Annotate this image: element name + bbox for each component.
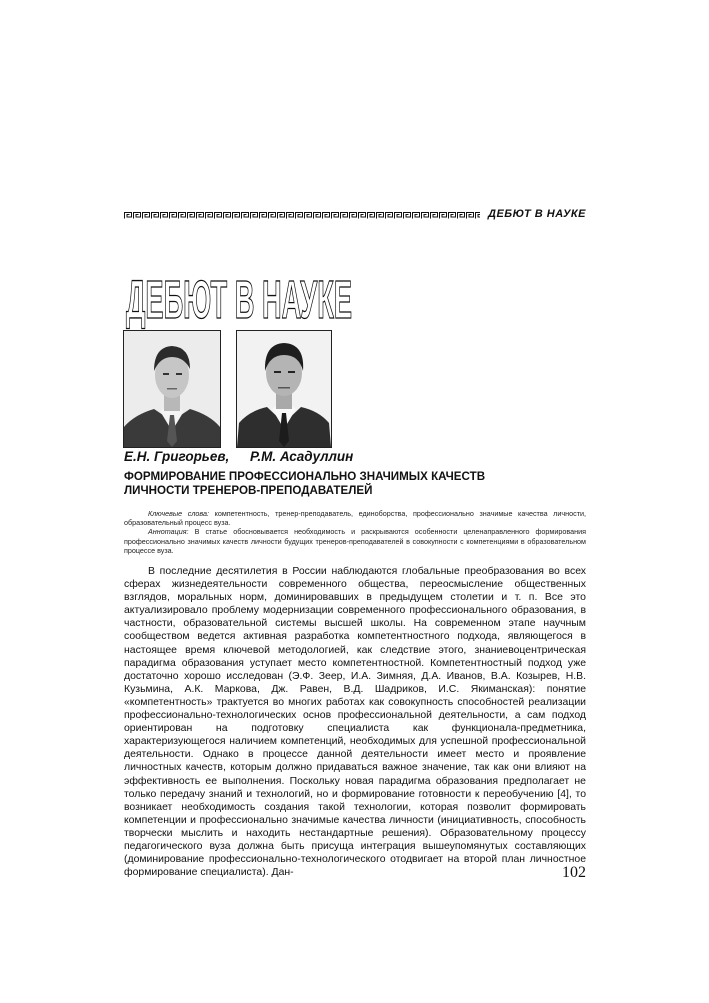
annotation-label: Аннотация: bbox=[148, 527, 189, 537]
article-title-line-2: ЛИЧНОСТИ ТРЕНЕРОВ-ПРЕПОДАВАТЕЛЕЙ bbox=[124, 484, 373, 497]
keywords-label: Ключевые слова: bbox=[148, 509, 209, 518]
author-name-1: Е.Н. Григорьев, bbox=[124, 449, 230, 464]
author-photo-grigoriev bbox=[123, 330, 221, 448]
abstract-block bbox=[124, 509, 586, 555]
page-number: 102 bbox=[562, 864, 586, 881]
annotation-text: В статье обосновывается необходимость и раскрываются особенности целенаправленного формирования профессионально значимых качеств личности будущих тренеров-преподавателей в совокупности с компетенциями в образовательном процессе вуза. bbox=[124, 527, 586, 555]
portrait-image bbox=[237, 331, 331, 447]
author-names bbox=[124, 449, 354, 464]
author-photo-asadullin bbox=[236, 330, 332, 448]
section-banner bbox=[124, 262, 364, 330]
section-banner-text: ДЕБЮТ В НАУКЕ bbox=[126, 270, 352, 330]
annotation-paragraph bbox=[124, 527, 586, 555]
keywords-paragraph bbox=[124, 509, 586, 527]
portrait-image bbox=[124, 331, 220, 447]
running-header-title: ДЕБЮТ В НАУКЕ bbox=[488, 208, 586, 220]
author-name-2: Р.М. Асадуллин bbox=[250, 449, 354, 464]
article-title bbox=[124, 470, 584, 498]
running-header bbox=[124, 206, 586, 224]
greek-key-ornament bbox=[124, 212, 480, 219]
keywords-text: компетентность, тренер-преподаватель, единоборства, профессионально значимые качества личности, образовательный процесс вуза. bbox=[124, 509, 586, 528]
body-paragraph: В последние десятилетия в России наблюдаются глобальные преобразования во всех сферах жизнедеятельности современного общества, переосмысление общественных взглядов, моральных норм, доминировавших в предыдущем столетии и т. п. Все это актуализировало проблему модернизации современного профессионального образования, в частности, образовательной системы высшей школы. На современном этапе научным сообществом ведется активная разработка компетентностного подхода, являющегося в настоящее время ключевой методологией, как следствие этого, знаниевоцентрическая парадигма образования уступает место компетентностной. Компетентностный подход уже достаточно хорошо исследован (Э.Ф. Зеер, И.А. Зимняя, Д.А. Иванов, В.А. Козырев, Н.В. Кузьмина, А.К. Маркова, Дж. Равен, В.Д. Шадриков, И.С. Якиманская): понятие «компетентность» трактуется во многих работах как совокупность способностей реализации профессионально-технологических основ профессиональной деятельности, а сам подход ориентирован на подготовку специалиста как функционала-предметника, характеризующегося наличием компетенций, необходимых для успешной профессиональной деятельности. Однако в процессе данной деятельности имеет место и проявление личностных качеств, которым должно придаваться важное значение, так как они влияют на эффективность ее выполнения. Поскольку новая парадигма образования предполагает не только передачу знаний и технологий, но и формирование готовности к переобучению [4], то возникает необходимость создания такой технологии, которая позволит формировать компетенции и профессионально значимые качества личности (инициативность, способность творчески мыслить и находить нестандартные решения). Образовательному процессу педагогического вуза должна быть присуща интеграция вышеупомянутых составляющих (доминирование профессионально-технологического отодвигает на второй план личностное формирование специалиста). Дан- bbox=[124, 566, 586, 879]
article-title-line-1: ФОРМИРОВАНИЕ ПРОФЕССИОНАЛЬНО ЗНАЧИМЫХ КАЧЕСТВ bbox=[124, 470, 486, 483]
article-body bbox=[124, 565, 586, 879]
